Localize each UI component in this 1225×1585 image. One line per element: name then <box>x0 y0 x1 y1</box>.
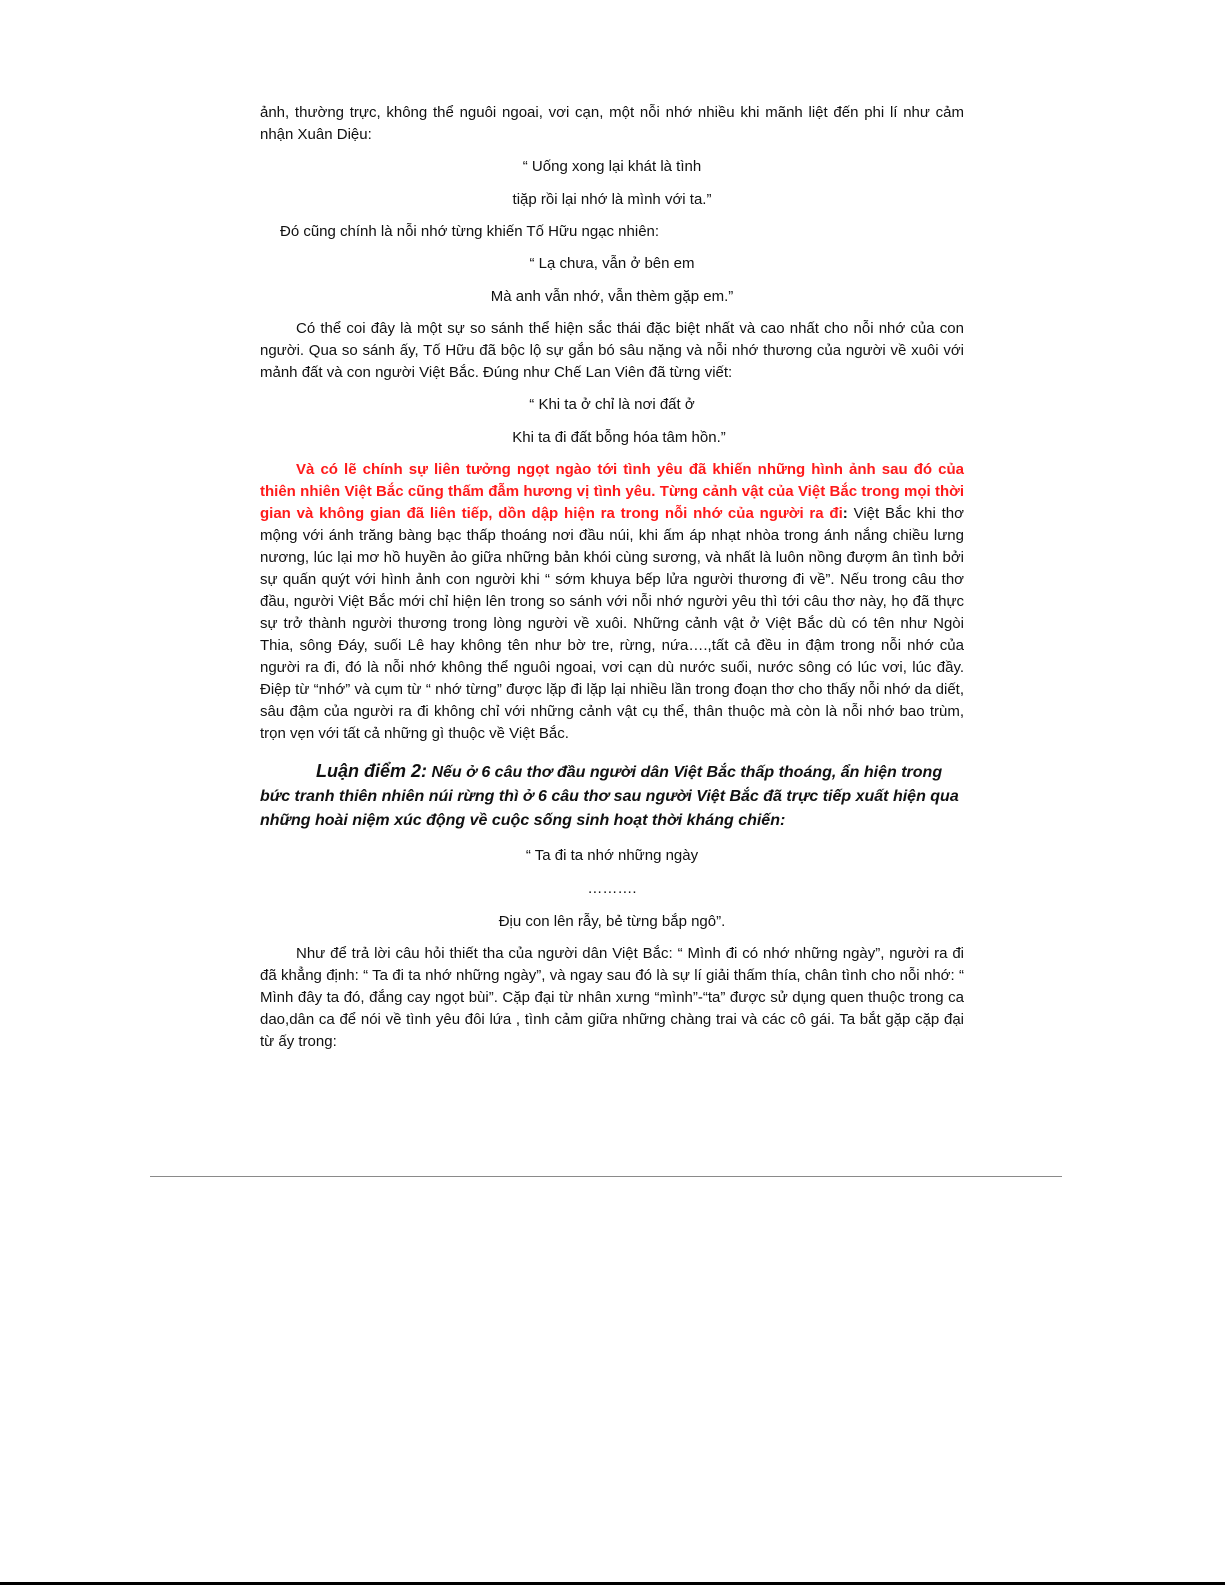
transition-paragraph: Đó cũng chính là nỗi nhớ từng khiến Tố Hữu ngạc nhiên: <box>280 223 660 240</box>
thesis-colon: : <box>842 505 848 522</box>
poem-line: Địu con lên rẫy, bẻ từng bắp ngô”. <box>498 913 726 930</box>
answer-paragraph: Như để trả lời câu hỏi thiết tha của người dân Việt Bắc: “ Mình đi có nhớ những ngày”, người ra đi đã khẳng định: “ Ta đi ta nhớ những ngày”, và ngay sau đó là sự lí giải thấm thía, chân tình cho nỗi nhớ: “ Mình đây ta đó, đắng cay ngọt bùi”. Cặp đại từ nhân xưng “mình”-“ta” được sử dụng quen thuộc trong ca dao,dân ca để nói về tình yêu đôi lứa , tình cảm giữa những chàng trai và các cô gái. Ta bắt gặp cặp đại từ ấy trong: <box>260 945 964 1050</box>
poem-ta-di <box>260 845 964 933</box>
poem-line: tiặp rồi lại nhớ là mình với ta.” <box>512 191 712 208</box>
section-heading <box>260 759 964 833</box>
intro-paragraph: ảnh, thường trực, không thể nguôi ngoai, vơi cạn, một nỗi nhớ nhiều khi mãnh liệt đến phi lí như cảm nhận Xuân Diệu: <box>260 104 964 143</box>
poem-line: Khi ta đi đất bỗng hóa tâm hồn.” <box>512 429 726 446</box>
poem-to-huu <box>260 253 964 308</box>
poem-line: Mà anh vẫn nhớ, vẫn thèm gặp em.” <box>490 288 734 305</box>
poem-xuan-dieu <box>260 156 964 211</box>
poem-ellipsis: ………. <box>587 880 637 897</box>
poem-line: “ Khi ta ở chỉ là nơi đất ở <box>529 396 695 413</box>
poem-line: “ Uống xong lại khát là tình <box>522 158 702 175</box>
section-heading-text: Nếu ở 6 câu thơ đầu người dân Việt Bắc thấp thoáng, ẩn hiện trong bức tranh thiên nhiên núi rừng thì ở 6 câu thơ sau người Việt Bắc đã trực tiếp xuất hiện qua những hoài niệm xúc động về cuộc sống sinh hoạt thời kháng chiến: <box>260 764 959 829</box>
page-body <box>260 102 964 1062</box>
highlighted-thesis: Và có lẽ chính sự liên tưởng ngọt ngào tới tình yêu đã khiến những hình ảnh sau đó của thiên nhiên Việt Bắc cũng thấm đẫm hương vị tình yêu. Từng cảnh vật của Việt Bắc trong mọi thời gian và không gian đã liên tiếp, dồn dập hiện ra trong nỗi nhớ của người ra đi <box>260 461 964 522</box>
poem-line: “ Ta đi ta nhớ những ngày <box>525 847 699 864</box>
nature-paragraph-text: Việt Bắc khi thơ mộng với ánh trăng bàng bạc thấp thoáng nơi đầu núi, khi ấm áp nhạt nhòa trong ánh nắng chiều lưng nương, lúc lại mơ hồ huyền ảo giữa những bản khói cùng sương, và nhất là luôn nồng đượm ân tình bởi sự quấn quýt với hình ảnh con người khi “ sớm khuya bếp lửa người thương đi về”. Nếu trong câu thơ đầu, người Việt Bắc mới chỉ hiện lên trong so sánh với nỗi nhớ người yêu thì tới câu thơ này, họ đã thực sự trở thành người thương trong lòng người về xuôi. Những cảnh vật ở Việt Bắc dù có tên như Ngòi Thia, sông Đáy, suối Lê hay không tên như bờ tre, rừng, nứa….,tất cả đều in đậm trong nỗi nhớ của người ra đi, đó là nỗi nhớ không thể nguôi ngoai, vơi cạn dù nước suối, nước sông có lúc vơi, lúc đầy. Điệp từ “nhớ” và cụm từ “ nhớ từng” được lặp đi lặp lại nhiều lần trong đoạn thơ cho thấy nỗi nhớ da diết, sâu đậm của người ra đi không chỉ với những cảnh vật cụ thể, thân thuộc mà còn là nỗi nhớ bao trùm, trọn vẹn với tất cả những gì thuộc về Việt Bắc. <box>260 505 964 742</box>
poem-line: “ Lạ chưa, vẫn ở bên em <box>529 255 695 272</box>
page-separator <box>150 1176 1062 1177</box>
comparison-paragraph: Có thể coi đây là một sự so sánh thể hiện sắc thái đặc biệt nhất và cao nhất cho nỗi nhớ của con người. Qua so sánh ấy, Tố Hữu đã bộc lộ sự gắn bó sâu nặng và nỗi nhớ thương của người về xuôi với mảnh đất và con người Việt Bắc. Đúng như Chế Lan Viên đã từng viết: <box>260 320 964 381</box>
section-heading-label: Luận điểm 2: <box>316 761 428 781</box>
nature-paragraph <box>260 459 964 745</box>
poem-che-lan-vien <box>260 394 964 449</box>
